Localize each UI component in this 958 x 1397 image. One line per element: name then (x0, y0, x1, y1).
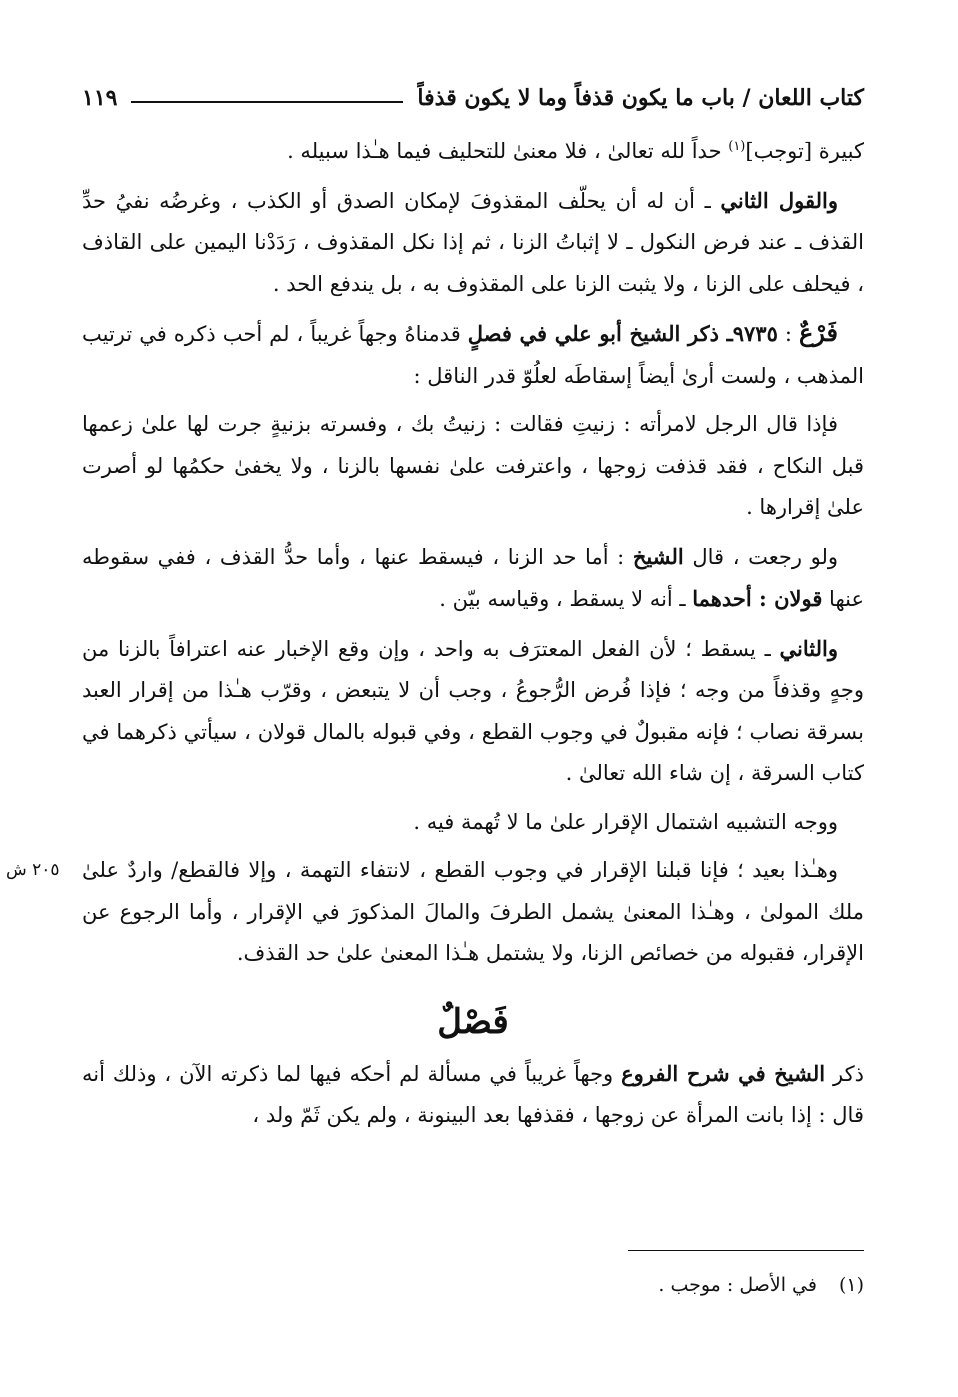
paragraph-6-text: ووجه التشبيه اشتمال الإقرار علىٰ ما لا تُهمة فيه . (413, 809, 838, 834)
paragraph-4 (82, 536, 864, 621)
paragraph-1-text: ـ أن له أن يحلّف المقذوفَ لإمكان الصدق أو الكذب ، وغرضُه نفيُ حدِّ القذف ـ عند فرض النكول ـ لا إثباتُ الزنا ، ثم إذا نكل المقذوف ، رَدَدْنا اليمين على القاذف ، فيحلف على الزنا ، ولا يثبت الزنا على المقذوف به ، بل يندفع الحد . (82, 188, 864, 296)
paragraph-4-bold-1: الشيخ (632, 543, 684, 569)
paragraph-0-text-rest: حداً لله تعالىٰ ، فلا معنىٰ للتحليف فيما هـٰذا سبيله . (287, 139, 729, 163)
paragraph-2 (82, 312, 864, 397)
page-number: ١١٩ (82, 85, 118, 111)
paragraph-3 (82, 404, 864, 529)
paragraph-8 (82, 1053, 864, 1137)
paragraph-4-text-b: : أما حد الزنا ، فيسقط عنها ، وأما حدُّ القذف ، ففي سقوطه عنها (82, 544, 864, 611)
section-heading: فَصْلٌ (437, 1001, 509, 1042)
paragraph-6 (82, 802, 864, 844)
paragraph-4-text-c: ـ أنه لا يسقط ، وقياسه بيّن . (439, 587, 693, 611)
paragraph-1 (82, 180, 864, 306)
running-header (82, 78, 864, 118)
paragraph-4-bold-2: قولان : أحدهما (692, 586, 823, 611)
footnote-ref: (١) (728, 139, 746, 154)
paragraph-2-bold: ٩٧٣٥ـ ذكر الشيخ أبو علي في فصلٍ (467, 321, 778, 346)
paragraph-8-bold: الشيخ في شرح الفروع (621, 1060, 826, 1086)
footnote-number: (١) (838, 1274, 864, 1296)
paragraph-7-text: وهـٰذا بعيد ؛ فإنا قبلنا الإقرار في وجوب القطع ، لانتفاء التهمة ، وإلا فالقطع/ واردٌ علىٰ ملك المولىٰ ، وهـٰذا المعنىٰ يشمل الطرفَ والمالَ المذكورَ في الإقرار ، وأما الرجوع عن الإقرار، فقبوله من خصائص الزنا، ولا يشتمل هـٰذا المعنىٰ علىٰ حد القذف. (82, 858, 864, 965)
paragraph-1-bold: والقول الثاني (720, 187, 839, 213)
paragraph-8-text: وجهاً غريباً في مسألة لم أحكه فيها لما ذكرته الآن ، وذلك أنه قال : إذا بانت المرأة عن زوجها ، فقذفها بعد البينونة ، ولم يكن ثَمّ ولد ، (82, 1061, 864, 1127)
paragraph-5-text: ـ يسقط ؛ لأن الفعل المعترَف به واحد ، وإن وقع الإخبار عنه اعترافاً بالزنا من وجهٍ وقذفاً من وجه ؛ فإذا فُرض الرُّجوعُ ، وجب أن لا يتبعض ، وقرّب هـٰذا من إقرار العبد بسرقة نصاب ؛ فإنه مقبولٌ في وجوب القطع ، وفي قبوله بالمال قولان ، سيأتي ذكرهما في كتاب السرقة ، إن شاء الله تعالىٰ . (82, 636, 864, 785)
paragraph-0 (82, 126, 864, 173)
paragraph-3-text: فإذا قال الرجل لامرأته : زنيتِ فقالت : زنيتُ بك ، وفسرته بزنيةٍ جرت لها علىٰ زعمها قبل النكاح ، فقد قذفت زوجها ، واعترفت علىٰ نفسها بالزنا ، ولا يخفىٰ حكمُها لو أصرت علىٰ إقرارها . (82, 412, 864, 519)
header-rule (131, 101, 403, 103)
paragraph-8-text-a: ذكر (825, 1061, 864, 1086)
footnote (658, 1274, 864, 1296)
paragraph-5 (82, 628, 864, 795)
main-text (6, 126, 864, 1147)
paragraph-0-text: كبيرة [توجب] (745, 139, 864, 163)
far-label: فَرْعٌ (798, 318, 838, 347)
paragraph-2-text: قدمناهُ وجهاً غريباً ، لم أحب ذكره في ترتيب المذهب ، ولست أرىٰ أيضاً إسقاطَه لعلُوّ قدر الناقل : (82, 322, 864, 388)
footnote-rule (628, 1250, 864, 1251)
running-title: كتاب اللعان / باب ما يكون قذفاً وما لا يكون قذفاً (417, 85, 864, 111)
footnote-text: في الأصل : موجب . (658, 1274, 817, 1296)
margin-note: ٢٠٥ ش (6, 860, 60, 880)
paragraph-4-text-a: ولو رجعت ، قال (683, 544, 838, 569)
paragraph-5-bold: والثاني (779, 635, 838, 661)
paragraph-2-sep: : (777, 322, 799, 346)
paragraph-7 (6, 850, 864, 975)
book-page (6, 78, 864, 1378)
